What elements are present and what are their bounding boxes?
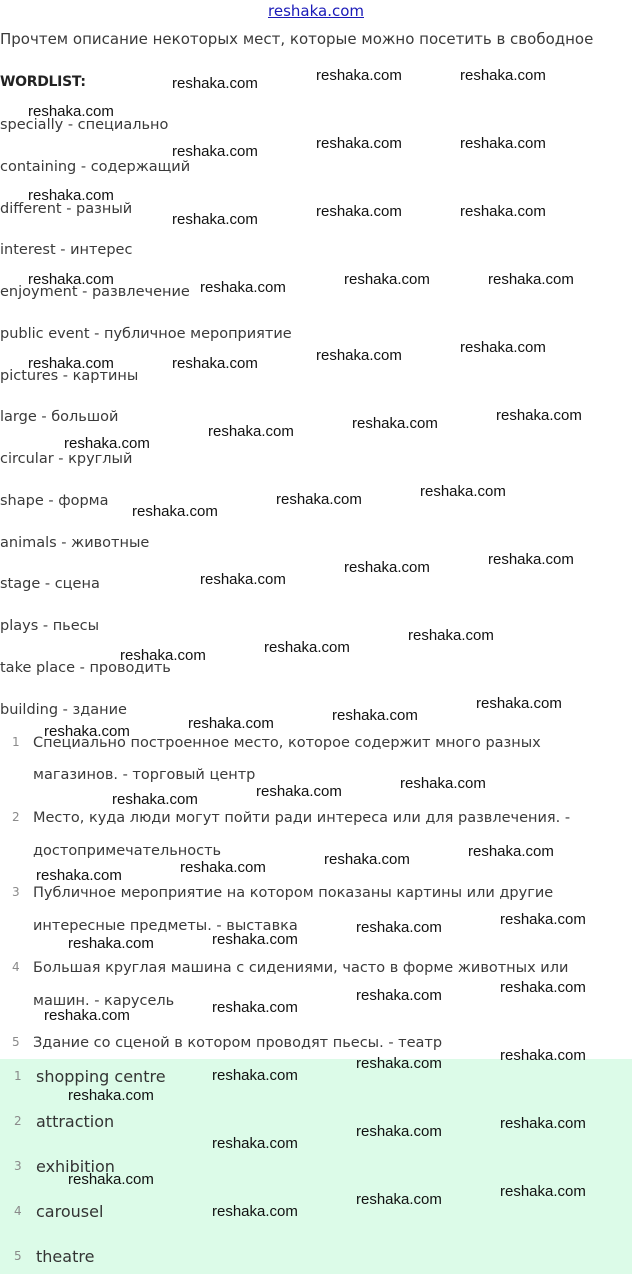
- watermark-text: reshaka.com: [356, 919, 442, 936]
- watermark-text: reshaka.com: [208, 423, 294, 440]
- watermark-text: reshaka.com: [132, 503, 218, 520]
- watermark-text: reshaka.com: [460, 67, 546, 84]
- answer-item: [0, 1247, 632, 1271]
- watermark-text: reshaka.com: [212, 1135, 298, 1152]
- wordlist-item: circular - круглый: [0, 451, 133, 467]
- watermark-text: reshaka.com: [28, 103, 114, 120]
- watermark-text: reshaka.com: [344, 559, 430, 576]
- definition-number: 1: [12, 735, 20, 749]
- definition-line: Большая круглая машина с сидениями, часто в форме животных или: [33, 960, 569, 976]
- watermark-text: reshaka.com: [68, 1171, 154, 1188]
- wordlist-title: WORDLIST:: [0, 74, 86, 90]
- watermark-text: reshaka.com: [180, 859, 266, 876]
- watermark-text: reshaka.com: [468, 843, 554, 860]
- watermark-text: reshaka.com: [332, 707, 418, 724]
- watermark-text: reshaka.com: [112, 791, 198, 808]
- wordlist-item: specially - специально: [0, 117, 169, 133]
- watermark-text: reshaka.com: [500, 1047, 586, 1064]
- watermark-text: reshaka.com: [356, 987, 442, 1004]
- definition-line: машин. - карусель: [33, 993, 175, 1009]
- watermark-text: reshaka.com: [500, 1115, 586, 1132]
- definition-number: 3: [12, 885, 20, 899]
- watermark-text: reshaka.com: [316, 203, 402, 220]
- watermark-text: reshaka.com: [476, 695, 562, 712]
- watermark-text: reshaka.com: [356, 1191, 442, 1208]
- answer-text: shopping centre: [36, 1067, 166, 1086]
- watermark-text: reshaka.com: [28, 271, 114, 288]
- watermark-text: reshaka.com: [344, 271, 430, 288]
- answer-number: 3: [14, 1159, 22, 1173]
- wordlist-item: take place - проводить: [0, 660, 171, 676]
- watermark-text: reshaka.com: [212, 931, 298, 948]
- watermark-text: reshaka.com: [172, 75, 258, 92]
- wordlist-item: animals - животные: [0, 535, 150, 551]
- watermark-text: reshaka.com: [460, 135, 546, 152]
- watermark-text: reshaka.com: [28, 355, 114, 372]
- watermark-text: reshaka.com: [316, 347, 402, 364]
- watermark-text: reshaka.com: [420, 483, 506, 500]
- definition-line: Место, куда люди могут пойти ради интереса или для развлечения. -: [33, 810, 571, 826]
- watermark-text: reshaka.com: [500, 1183, 586, 1200]
- wordlist-item: public event - публичное мероприятие: [0, 326, 292, 342]
- answer-number: 4: [14, 1204, 22, 1218]
- definition-line: достопримечательность: [33, 843, 222, 859]
- watermark-text: reshaka.com: [496, 407, 582, 424]
- answer-text: carousel: [36, 1202, 104, 1221]
- answer-item: [0, 1202, 632, 1226]
- answer-text: theatre: [36, 1247, 95, 1266]
- watermark-text: reshaka.com: [212, 1067, 298, 1084]
- watermark-text: reshaka.com: [212, 1203, 298, 1220]
- wordlist-item: interest - интерес: [0, 242, 133, 258]
- answer-number: 2: [14, 1114, 22, 1128]
- definition-line: магазинов. - торговый центр: [33, 767, 256, 783]
- watermark-text: reshaka.com: [120, 647, 206, 664]
- definition-number: 2: [12, 810, 20, 824]
- watermark-text: reshaka.com: [200, 571, 286, 588]
- wordlist-item: shape - форма: [0, 493, 109, 509]
- site-link[interactable]: reshaka.com: [268, 2, 364, 20]
- answer-text: exhibition: [36, 1157, 115, 1176]
- watermark-text: reshaka.com: [488, 551, 574, 568]
- watermark-text: reshaka.com: [68, 1087, 154, 1104]
- watermark-text: reshaka.com: [36, 867, 122, 884]
- answer-number: 1: [14, 1069, 22, 1083]
- watermark-text: reshaka.com: [200, 279, 286, 296]
- definition-line: интересные предметы. - выставка: [33, 918, 298, 934]
- watermark-text: reshaka.com: [500, 911, 586, 928]
- wordlist-item: large - большой: [0, 409, 119, 425]
- answer-text: attraction: [36, 1112, 115, 1131]
- watermark-text: reshaka.com: [316, 67, 402, 84]
- watermark-text: reshaka.com: [256, 783, 342, 800]
- watermark-text: reshaka.com: [400, 775, 486, 792]
- watermark-text: reshaka.com: [212, 999, 298, 1016]
- watermark-text: reshaka.com: [172, 143, 258, 160]
- watermark-text: reshaka.com: [172, 355, 258, 372]
- watermark-text: reshaka.com: [264, 639, 350, 656]
- watermark-text: reshaka.com: [356, 1123, 442, 1140]
- watermark-text: reshaka.com: [276, 491, 362, 508]
- watermark-text: reshaka.com: [188, 715, 274, 732]
- watermark-text: reshaka.com: [408, 627, 494, 644]
- intro-text: Прочтем описание некоторых мест, которые можно посетить в свободное: [0, 30, 594, 48]
- watermark-text: reshaka.com: [28, 187, 114, 204]
- definition-line: Здание со сценой в котором проводят пьесы. - театр: [33, 1035, 443, 1051]
- watermark-text: reshaka.com: [316, 135, 402, 152]
- watermark-text: reshaka.com: [68, 935, 154, 952]
- wordlist-item: stage - сцена: [0, 576, 100, 592]
- watermark-text: reshaka.com: [460, 203, 546, 220]
- watermark-text: reshaka.com: [64, 435, 150, 452]
- definition-line: Специально построенное место, которое содержит много разных: [33, 735, 541, 751]
- watermark-text: reshaka.com: [356, 1055, 442, 1072]
- watermark-text: reshaka.com: [172, 211, 258, 228]
- wordlist-item: building - здание: [0, 702, 127, 718]
- watermark-text: reshaka.com: [500, 979, 586, 996]
- watermark-text: reshaka.com: [324, 851, 410, 868]
- watermark-text: reshaka.com: [44, 723, 130, 740]
- wordlist-item: containing - содержащий: [0, 159, 191, 175]
- wordlist-item: different - разный: [0, 201, 133, 217]
- watermark-text: reshaka.com: [352, 415, 438, 432]
- definition-number: 5: [12, 1035, 20, 1049]
- answer-number: 5: [14, 1249, 22, 1263]
- watermark-text: reshaka.com: [44, 1007, 130, 1024]
- definition-line: Публичное мероприятие на котором показаны картины или другие: [33, 885, 554, 901]
- definition-number: 4: [12, 960, 20, 974]
- wordlist-item: pictures - картины: [0, 368, 139, 384]
- wordlist-item: plays - пьесы: [0, 618, 100, 634]
- wordlist-item: enjoyment - развлечение: [0, 284, 190, 300]
- watermark-text: reshaka.com: [460, 339, 546, 356]
- watermark-text: reshaka.com: [488, 271, 574, 288]
